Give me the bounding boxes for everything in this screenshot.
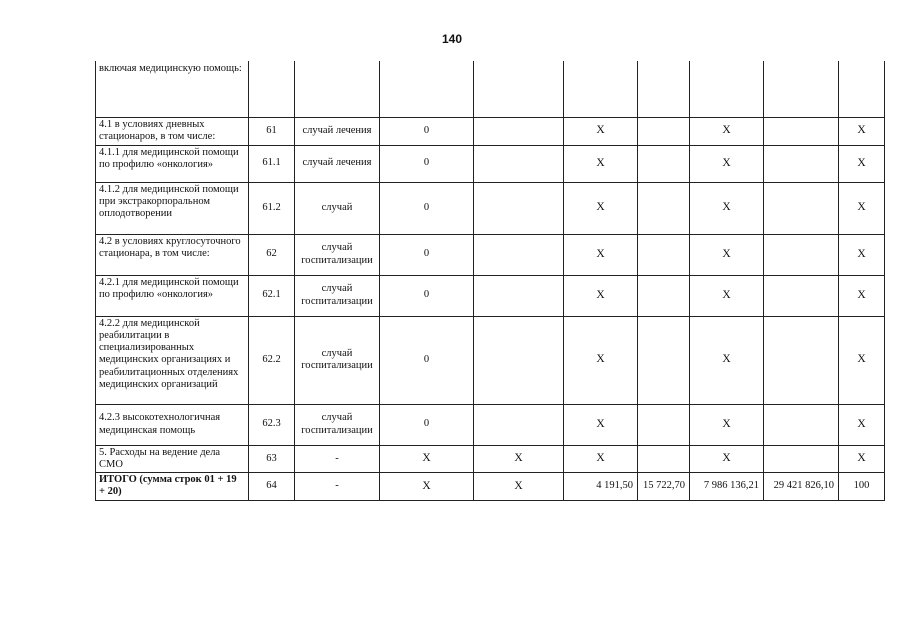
row-name: 4.1.2 для медицинской помощи при экстракорпоральном оплодотворении bbox=[96, 182, 249, 234]
row-unit: случай госпитализации bbox=[295, 404, 380, 445]
row-code bbox=[249, 61, 295, 117]
row-unit: случай госпитализации bbox=[295, 316, 380, 404]
table-row bbox=[96, 316, 885, 404]
cell-value bbox=[839, 61, 885, 117]
row-code: 64 bbox=[249, 473, 295, 501]
cell-value bbox=[764, 316, 839, 404]
row-code: 63 bbox=[249, 445, 295, 473]
row-unit: - bbox=[295, 445, 380, 473]
cell-value bbox=[638, 316, 690, 404]
cell-value: 15 722,70 bbox=[638, 473, 690, 501]
cell-value: X bbox=[474, 445, 564, 473]
cell-value: 0 bbox=[380, 145, 474, 182]
row-unit: случай госпитализации bbox=[295, 234, 380, 275]
row-unit: случай лечения bbox=[295, 145, 380, 182]
cell-value: X bbox=[690, 404, 764, 445]
row-name: 4.1.1 для медицинской помощи по профилю «онкология» bbox=[96, 145, 249, 182]
cell-value: 100 bbox=[839, 473, 885, 501]
row-unit bbox=[295, 61, 380, 117]
cell-value bbox=[638, 145, 690, 182]
cell-value bbox=[638, 61, 690, 117]
cell-value bbox=[564, 61, 638, 117]
cell-value: 29 421 826,10 bbox=[764, 473, 839, 501]
cell-value: X bbox=[690, 182, 764, 234]
cell-value bbox=[474, 117, 564, 145]
cell-value bbox=[638, 234, 690, 275]
cell-value bbox=[638, 275, 690, 316]
row-name: ИТОГО (сумма строк 01 + 19 + 20) bbox=[96, 473, 249, 501]
row-code: 62 bbox=[249, 234, 295, 275]
cell-value: 7 986 136,21 bbox=[690, 473, 764, 501]
row-name: включая медицинскую помощь: bbox=[96, 61, 249, 117]
row-name: 4.2.2 для медицинской реабилитации в специализированных медицинских организациях и реабилитационных отделениях медицинских организаций bbox=[96, 316, 249, 404]
cell-value bbox=[474, 275, 564, 316]
cell-value: X bbox=[839, 234, 885, 275]
cell-value bbox=[638, 404, 690, 445]
page-number: 140 bbox=[441, 32, 463, 46]
row-unit: случай bbox=[295, 182, 380, 234]
row-unit: случай госпитализации bbox=[295, 275, 380, 316]
cell-value: X bbox=[564, 316, 638, 404]
row-code: 62.1 bbox=[249, 275, 295, 316]
cell-value bbox=[764, 182, 839, 234]
table-row bbox=[96, 234, 885, 275]
cell-value bbox=[474, 316, 564, 404]
cell-value: 0 bbox=[380, 234, 474, 275]
row-unit: - bbox=[295, 473, 380, 501]
cell-value bbox=[764, 275, 839, 316]
table-row-total bbox=[96, 473, 885, 501]
cell-value: X bbox=[690, 117, 764, 145]
cell-value: X bbox=[839, 404, 885, 445]
cell-value: X bbox=[690, 275, 764, 316]
table-row bbox=[96, 117, 885, 145]
row-code: 62.2 bbox=[249, 316, 295, 404]
cell-value: 0 bbox=[380, 404, 474, 445]
cell-value: 0 bbox=[380, 182, 474, 234]
cell-value: X bbox=[564, 404, 638, 445]
cell-value: X bbox=[564, 234, 638, 275]
cell-value: X bbox=[380, 445, 474, 473]
row-name: 4.2.3 высокотехнологичная медицинская помощь bbox=[96, 404, 249, 445]
table-row bbox=[96, 61, 885, 117]
cell-value bbox=[474, 182, 564, 234]
cell-value: X bbox=[690, 145, 764, 182]
cell-value: 0 bbox=[380, 316, 474, 404]
row-unit: случай лечения bbox=[295, 117, 380, 145]
cell-value: X bbox=[839, 117, 885, 145]
cell-value bbox=[764, 234, 839, 275]
row-code: 61.2 bbox=[249, 182, 295, 234]
cell-value: X bbox=[690, 445, 764, 473]
cell-value: X bbox=[839, 316, 885, 404]
row-name: 4.2.1 для медицинской помощи по профилю «онкология» bbox=[96, 275, 249, 316]
cell-value bbox=[764, 61, 839, 117]
cell-value bbox=[764, 145, 839, 182]
row-code: 62.3 bbox=[249, 404, 295, 445]
row-name: 5. Расходы на ведение дела СМО bbox=[96, 445, 249, 473]
cell-value: X bbox=[839, 275, 885, 316]
cell-value bbox=[474, 61, 564, 117]
cell-value: X bbox=[564, 117, 638, 145]
table-row bbox=[96, 275, 885, 316]
cell-value: X bbox=[839, 182, 885, 234]
cell-value bbox=[474, 404, 564, 445]
cell-value bbox=[764, 445, 839, 473]
cell-value: X bbox=[380, 473, 474, 501]
cell-value: X bbox=[474, 473, 564, 501]
cell-value bbox=[638, 117, 690, 145]
table-row bbox=[96, 404, 885, 445]
cell-value bbox=[690, 61, 764, 117]
table-row bbox=[96, 182, 885, 234]
cell-value: X bbox=[839, 145, 885, 182]
cell-value: 0 bbox=[380, 117, 474, 145]
row-code: 61 bbox=[249, 117, 295, 145]
cell-value: X bbox=[564, 182, 638, 234]
cell-value: 0 bbox=[380, 275, 474, 316]
cell-value bbox=[474, 234, 564, 275]
cell-value bbox=[638, 182, 690, 234]
cost-table bbox=[95, 61, 885, 501]
cell-value bbox=[638, 445, 690, 473]
table-row bbox=[96, 445, 885, 473]
cell-value: X bbox=[690, 234, 764, 275]
cell-value bbox=[764, 404, 839, 445]
cell-value: 4 191,50 bbox=[564, 473, 638, 501]
cell-value bbox=[764, 117, 839, 145]
row-name: 4.1 в условиях дневных стационаров, в том числе: bbox=[96, 117, 249, 145]
cell-value: X bbox=[839, 445, 885, 473]
cell-value: X bbox=[564, 145, 638, 182]
cell-value: X bbox=[564, 275, 638, 316]
table-row bbox=[96, 145, 885, 182]
row-name: 4.2 в условиях круглосуточного стационара, в том числе: bbox=[96, 234, 249, 275]
row-code: 61.1 bbox=[249, 145, 295, 182]
cell-value: X bbox=[690, 316, 764, 404]
cell-value bbox=[380, 61, 474, 117]
cell-value: X bbox=[564, 445, 638, 473]
cell-value bbox=[474, 145, 564, 182]
